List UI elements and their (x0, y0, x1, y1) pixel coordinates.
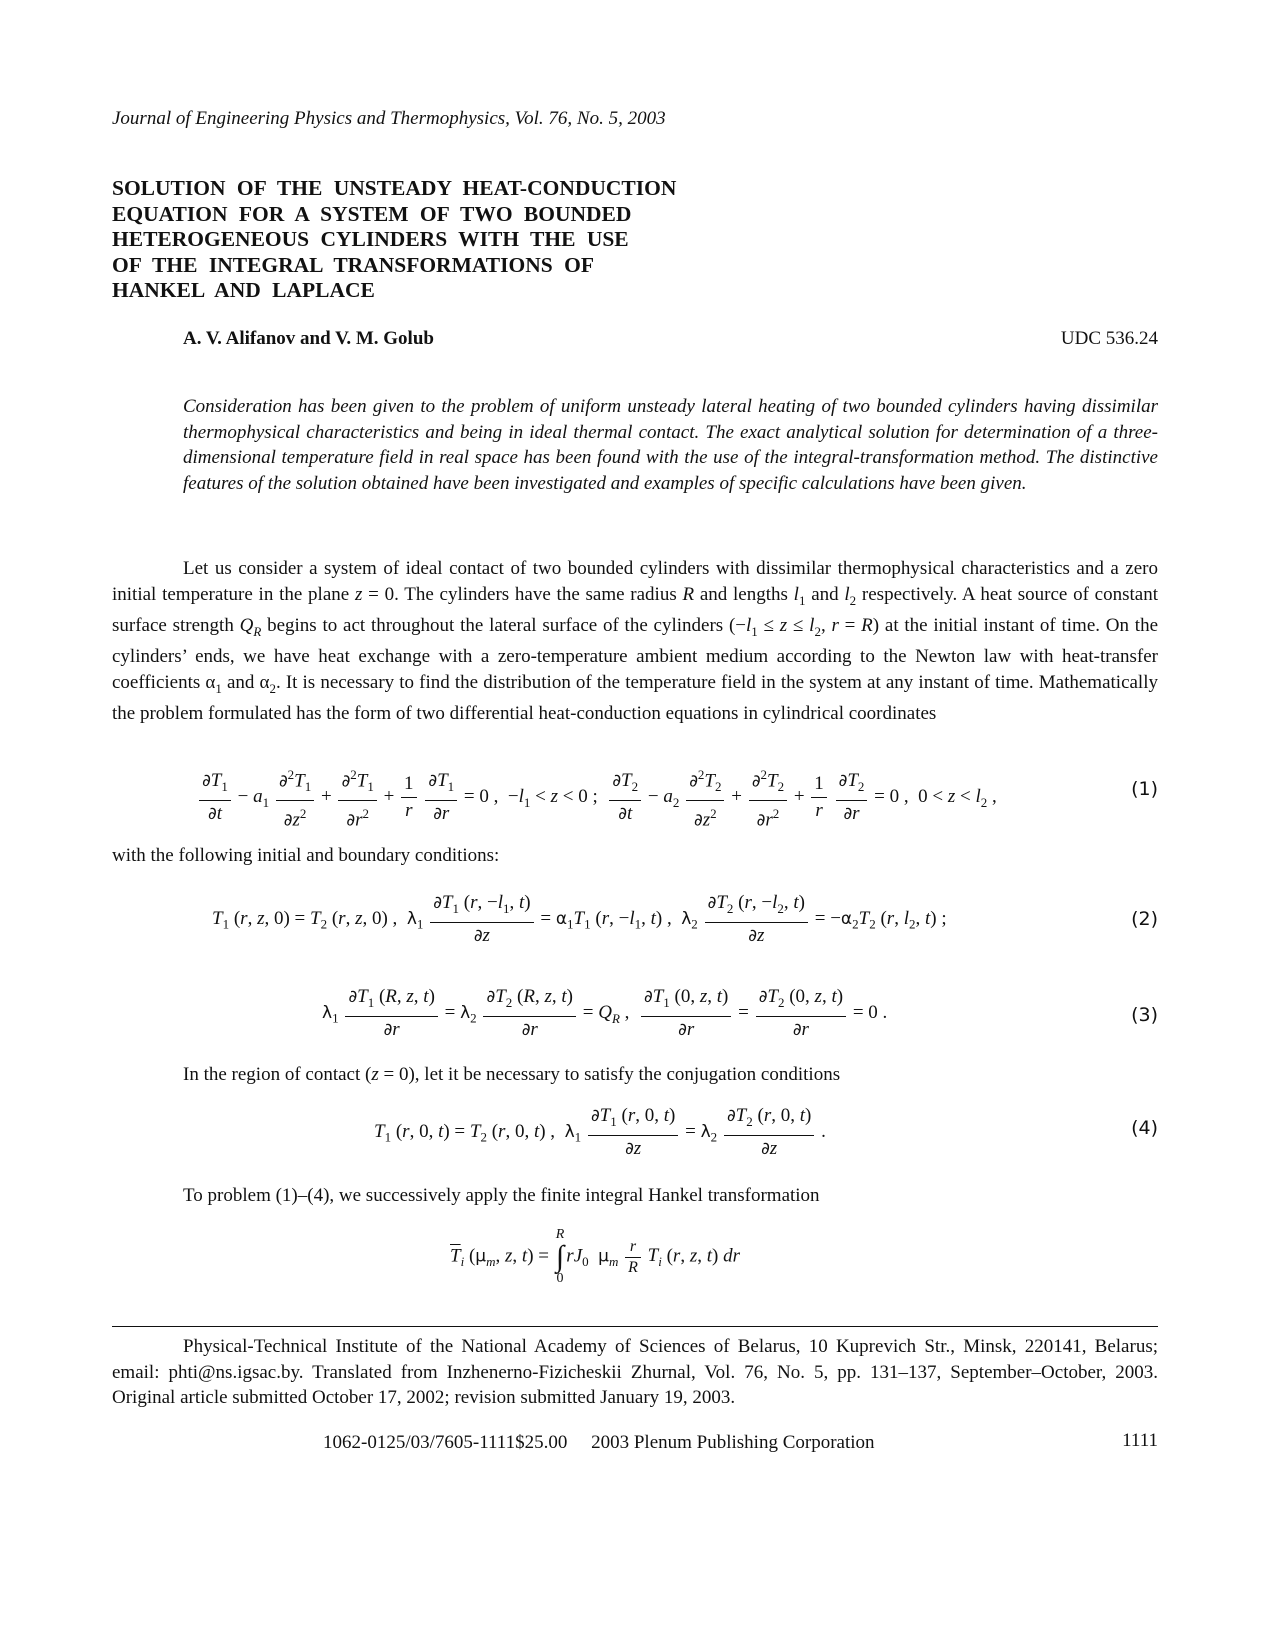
copyright-line: 1062-0125/03/7605-1111$25.00 2003 Plenum Publishing Corporation (323, 1432, 875, 1453)
abstract: Consideration has been given to the problem of uniform unsteady lateral heating of two bounded cylinders having dissimilar thermophysical characteristics and being in ideal thermal contact. The exact analytical solution for determination of a three-dimensional temperature field in real space has been found with the use of the integral-transformation method. The distinctive features of the solution obtained have been investigated and examples of specific calculations have been given. (183, 396, 1158, 494)
title-line: SOLUTION OF THE UNSTEADY HEAT-CONDUCTION (112, 176, 677, 200)
equation-1: $\frac{\partial T_1}{\partial t}$ − $a_1$ $\frac{\partial^2T_1}{\partial z^2}$ + $\frac{\partial^2T_1}{\partial r^2}$ + $\frac{1}{r}$ $\frac{\partial T_1}{\partial r}$ = 0 , $-l_1 < z < 0$ ; $\frac{\partial T_2}{\partial t}$ − $a_2$ $\frac{\partial^2T_2}{\partial z^2}$ + $\frac{\partial^2T_2}{\partial r^2}$ + $\frac{1}{r}$ $\frac{\partial T_2}{\partial r}$ = 0 , $0 < z < l_2$ , (197, 762, 997, 833)
equation-number: (1) (1131, 778, 1158, 800)
hankel-sentence: To problem (1)–(4), we successively apply the finite integral Hankel transformation (183, 1185, 820, 1206)
title-line: OF THE INTEGRAL TRANSFORMATIONS OF (112, 252, 594, 277)
equation-4: $T_1$ (r, 0, $t) = T_2$ (r, 0, t) , $\lambda_1$ $\frac{\partial T_1 (r, 0, t)}{\partial z}$ = $\lambda_2$ $\frac{\partial T_2 (r, 0, t)}{\partial z}$ . (374, 1105, 826, 1159)
title-line: EQUATION FOR A SYSTEM OF TWO BOUNDED (112, 201, 632, 226)
journal-header: Journal of Engineering Physics and Thermophysics, Vol. 76, No. 5, 2003 (112, 108, 666, 129)
equation-number: (3) (1131, 1004, 1158, 1026)
footnote-divider (112, 1326, 1158, 1327)
intro-paragraph: Let us consider a system of ideal contact of two bounded cylinders with dissimilar thermophysical characteristics and a zero initial temperature in the plane z = 0. The cylinders have the same radius R and lengths $l_1$ and $l_2$ respectively. A heat source of constant surface strength $Q_R$ begins to act throughout the lateral surface of the cylinders ($-l_1 \le z \le l_2$, r = R) at the initial instant of time. On the cylinders’ ends, we have heat exchange with a zero-temperature ambient medium according to the Newton law with heat-transfer coefficients $\alpha_1$ and $\alpha_2$. It is necessary to find the distribution of the temperature field in the system at any instant of time. Mathematically the problem formulated has the form of two differential heat-conduction equations in cylindrical coordinates (112, 558, 1159, 725)
title-line: HETEROGENEOUS CYLINDERS WITH THE USE (112, 227, 629, 252)
udc-code: UDC 536.24 (1060, 328, 1158, 349)
equation-3: $\lambda_1$ $\frac{\partial T_1 (R, z, t)}{\partial r}$ = $\lambda_2$ $\frac{\partial T_2 (R, z, t)}{\partial r}$ = $Q_R$ , $\frac{\partial T_1 (0, z, t)}{\partial r}$ = $\frac{\partial T_2 (0, z, t)}{\partial r}$ = 0 . (322, 986, 888, 1040)
conditions-sentence: with the following initial and boundary conditions: (112, 845, 500, 866)
equation-number: (4) (1131, 1117, 1158, 1139)
equation-2: $T_1$ (r, z, $0) = T_2$ (r, z, 0) , $\lambda_1$ $\frac{\partial T_1 (r, -l_1, t)}{\partial z}$ = $\alpha_1T_1$ (r, $-l_1$, t) , $\lambda_2$ $\frac{\partial T_2 (r, -l_2, t)}{\partial z}$ = $-\alpha_2T_2$ (r, $l_2$, t) ; (212, 892, 947, 946)
hankel-transform-equation: $\overline{T}_i$ ($\mu_m$, z, t) = R ∫ 0 $rJ_0$ $\mu_m$ $\frac{r}{R}$ $T_i$ (r, z, t) dr (450, 1227, 740, 1286)
page-number: 1111 (1122, 1430, 1158, 1451)
affiliation-footnote: Physical-Technical Institute of the National Academy of Sciences of Belarus, 10 Kuprevich Str., Minsk, 220141, Belarus; email: phti@ns.igsac.by. Translated from Inzhenerno-Fizicheskii Zhurnal, Vol. 76, No. 5, pp. 131–137, September–October, 2003. Original article submitted October 17, 2002; revision submitted January 19, 2003. (112, 1336, 1158, 1409)
title-line: HANKEL AND LAPLACE (112, 278, 375, 303)
article-title (112, 176, 752, 304)
conjugation-sentence: In the region of contact (z = 0), let it be necessary to satisfy the conjugation conditions (183, 1064, 841, 1085)
authors: A. V. Alifanov and V. M. Golub (183, 328, 434, 349)
equation-number: (2) (1131, 908, 1158, 930)
